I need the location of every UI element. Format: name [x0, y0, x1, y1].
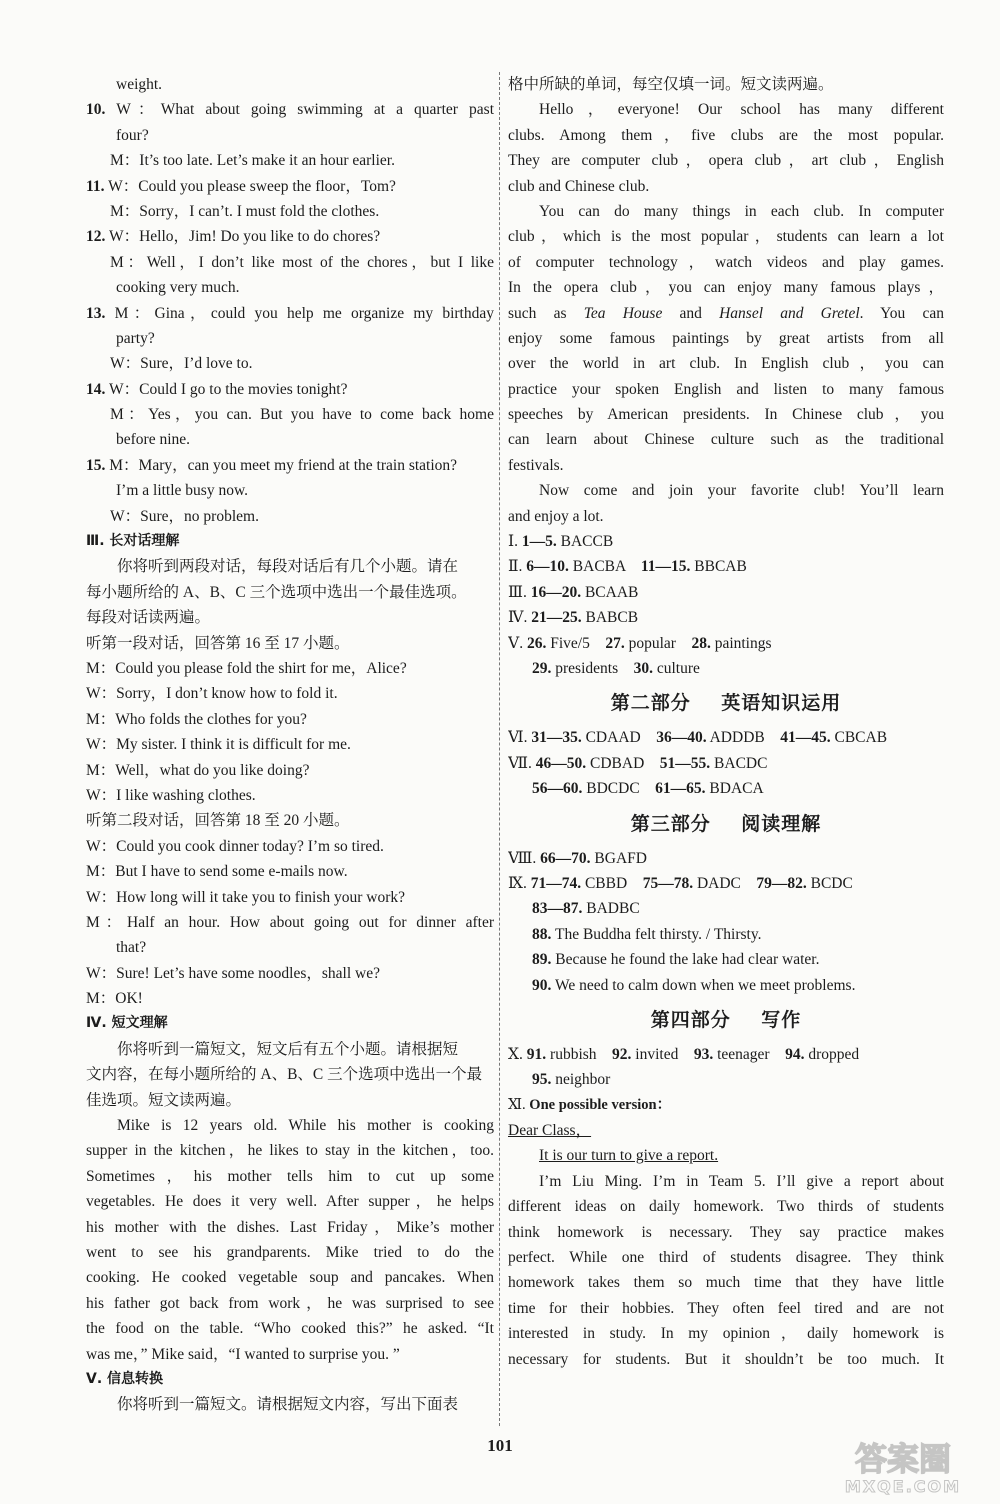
answer-row-ix-cont: [508, 896, 944, 921]
answer-value: paintings: [710, 634, 772, 652]
text-line: cooking very much.: [116, 279, 240, 297]
text-line: W：I like washing clothes.: [86, 786, 256, 804]
essay-line: necessary for students. But it shouldn’t be too much. It: [508, 1350, 944, 1368]
text-line: that?: [116, 939, 147, 957]
item-range: 71—74.: [530, 874, 582, 892]
item-number: 95.: [532, 1071, 552, 1089]
answer-value: BADBC: [582, 900, 640, 918]
answer-value: BACCB: [556, 533, 614, 551]
item-number: 27.: [605, 634, 625, 652]
text-run: . You can: [859, 304, 944, 322]
passage-line: cooking. He cooked vegetable soup and pancakes. When: [86, 1269, 494, 1287]
answer-value: dropped: [804, 1045, 860, 1063]
roman-label: Ⅶ.: [508, 754, 536, 772]
item-range: 21—25.: [531, 609, 582, 627]
text-line: M：But I have to send some e-mails now.: [86, 863, 348, 881]
answer-row-i: [508, 529, 944, 554]
text-run: such as: [508, 304, 584, 322]
text-line: W：What about going swimming at a quarter past: [116, 101, 494, 119]
roman-label: Ⅷ.: [508, 849, 541, 867]
item-number: 91.: [526, 1045, 547, 1063]
section-heading: Ⅳ. 短文理解: [86, 1015, 168, 1032]
answer-value: CDAAD: [581, 729, 657, 747]
watermark-text-top: 答案圈: [854, 1440, 952, 1478]
answer-value: invited: [631, 1045, 694, 1063]
answer-value: neighbor: [551, 1071, 611, 1089]
play-title-hansel-gretel: Hansel and Gretel: [719, 304, 860, 322]
column-divider: [499, 72, 500, 1426]
text-line: M：Half an hour. How about going out for dinner after: [86, 913, 494, 931]
passage-line: club and Chinese club.: [508, 177, 650, 195]
answer-value: teenager: [713, 1045, 786, 1063]
answer-value: Because he found the lake had clear water.: [551, 951, 820, 969]
text-line: M：Well，what do you like doing?: [86, 761, 310, 779]
essay-line: interested in study. In my opinion，daily homework is: [508, 1325, 944, 1343]
dialogue-11: [86, 174, 494, 199]
watermark-logo: [818, 1432, 988, 1498]
dialogue-10: [86, 97, 494, 122]
passage-line: speeches by American presidents. In Chinese club，you: [508, 406, 944, 424]
text-line: W：Sorry，I don’t know how to fold it.: [86, 685, 338, 703]
answer-row-x-cont: [508, 1067, 944, 1092]
text-run: and: [662, 304, 720, 322]
instruction-line: 佳选项。短文读两遍。: [86, 1091, 242, 1109]
passage-line: Hello，everyone! Our school has many different: [539, 101, 944, 119]
essay-line: homework takes them so much time that they have little: [508, 1274, 944, 1292]
item-number: 92.: [612, 1045, 632, 1063]
passage-line: the food on the table. “Who cooked this?” he asked. “It: [86, 1320, 494, 1338]
instruction-line: 每段对话读两遍。: [86, 609, 211, 627]
essay-line: perfect. While one third of students disagree. They think: [508, 1249, 944, 1267]
answer-value: We need to calm down when we meet problems.: [551, 976, 856, 994]
answer-row-vii-cont: [508, 776, 944, 801]
answer-89: [508, 947, 944, 972]
item-number: 89.: [532, 951, 552, 969]
passage-line: his mother with the dishes. Last Friday，Mike’s mother: [86, 1218, 494, 1236]
item-range: 11—15.: [640, 558, 691, 576]
item-range: 41—45.: [780, 729, 831, 747]
answer-row-vi: [508, 725, 944, 750]
item-range: 66—70.: [540, 849, 591, 867]
passage-line: festivals.: [508, 456, 564, 474]
dialogue-13: [86, 301, 494, 326]
dialogue-15: [86, 453, 494, 478]
text-line: W：Sure，I’d love to.: [110, 355, 253, 373]
passage-line: [508, 301, 944, 326]
item-range: 16—20.: [530, 583, 582, 601]
passage-line: went to see his grandparents. Mike tried to do the: [86, 1243, 494, 1261]
answer-value: popular: [624, 634, 692, 652]
text-line: W：Hello，Jim! Do you like to do chores?: [108, 228, 381, 246]
item-range: 56—60.: [532, 780, 583, 798]
item-number: 28.: [691, 634, 711, 652]
answer-value: BDACA: [705, 780, 764, 798]
answer-value: CBBD: [581, 874, 643, 892]
instruction-line: 听第一段对话，回答第 16 至 17 小题。: [86, 634, 350, 652]
item-range: 75—78.: [642, 874, 694, 892]
answer-value: Five/5: [546, 634, 606, 652]
text-line: M：Sorry，I can’t. I must fold the clothes.: [110, 202, 380, 220]
instruction-line: 听第二段对话，回答第 18 至 20 小题。: [86, 812, 350, 830]
text-line: M：It’s too late. Let’s make it an hour earlier.: [110, 152, 395, 170]
item-range: 6—10.: [526, 558, 569, 576]
essay-line: I’m Liu Ming. I’m in Team 5. I’ll give a report about: [539, 1172, 944, 1190]
answer-90: [508, 973, 944, 998]
section-heading: Ⅲ. 长对话理解: [86, 533, 180, 550]
item-number: 14.: [86, 380, 106, 398]
item-number: 11.: [86, 177, 105, 195]
passage-line: and enjoy a lot.: [508, 507, 604, 525]
item-range: 79—82.: [756, 874, 807, 892]
roman-label: Ⅰ.: [508, 533, 522, 551]
roman-label: Ⅹ.: [508, 1045, 527, 1063]
text-line: M：Well，I don’t like most of the chores，but I like: [110, 253, 494, 271]
letter-greeting: Dear Class，: [508, 1122, 592, 1140]
answer-value: BABCB: [581, 609, 639, 627]
passage-line: They are computer club，opera club，art club，English: [508, 152, 944, 170]
item-range: 1—5.: [521, 533, 557, 551]
item-number: 26.: [526, 634, 547, 652]
part-heading: 第三部分 阅读理解: [630, 812, 822, 835]
answer-row-x: [508, 1042, 944, 1067]
answer-value: BACBA: [568, 558, 641, 576]
answer-value: rubbish: [546, 1045, 613, 1063]
text-line: I’m a little busy now.: [116, 482, 249, 500]
item-number: 94.: [785, 1045, 805, 1063]
answer-row-iii: [508, 580, 944, 605]
version-label: One possible version：: [529, 1096, 672, 1113]
answer-value: ADDDB: [706, 729, 781, 747]
answer-value: CBCAB: [830, 729, 888, 747]
answer-value: BCAAB: [581, 583, 639, 601]
answer-row-v-cont: [508, 656, 944, 681]
text-line: weight.: [116, 76, 163, 93]
item-range: 83—87.: [532, 900, 583, 918]
text-line: W：How long will it take you to finish your work?: [86, 888, 405, 906]
answer-row-viii: [508, 846, 944, 871]
item-number: 90.: [532, 976, 552, 994]
essay-line: time for their hobbies. They often feel tired and are not: [508, 1299, 944, 1317]
passage-line: Now come and join your favorite club! You’ll learn: [539, 482, 944, 500]
passage-line: enjoy some famous paintings by great artists from all: [508, 329, 944, 347]
passage-line: can learn about Chinese culture such as the traditional: [508, 431, 944, 449]
answer-value: The Buddha felt thirsty. / Thirsty.: [551, 925, 762, 943]
item-number: 29.: [532, 659, 552, 677]
answer-row-iv: [508, 605, 944, 630]
item-number: 15.: [86, 456, 106, 474]
item-range: 46—50.: [535, 754, 587, 772]
essay-line: different ideas on daily homework. Two thirds of students: [508, 1198, 944, 1216]
answer-value: DADC: [693, 874, 757, 892]
item-range: 61—65.: [655, 780, 706, 798]
text-line: W：Could I go to the movies tonight?: [108, 380, 348, 398]
section-heading: Ⅴ. 信息转换: [86, 1370, 164, 1387]
instruction-line: 你将听到一篇短文。请根据短文内容，写出下面表: [117, 1396, 459, 1414]
answer-row-ii: [508, 554, 944, 579]
passage-line: supper in the kitchen，he likes to stay in the kitchen，too.: [86, 1142, 494, 1160]
text-line: W：Could you please sweep the floor，Tom?: [108, 177, 396, 195]
answer-row-v: [508, 631, 944, 656]
text-line: W：Sure，no problem.: [110, 507, 259, 525]
page-number: 101: [487, 1436, 513, 1455]
part-heading: 第四部分 写作: [650, 1008, 802, 1031]
answer-value: BCDC: [806, 874, 853, 892]
answer-value: CDBAD: [586, 754, 660, 772]
passage-line: Mike is 12 years old. While his mother is cooking: [117, 1117, 494, 1135]
text-line: M：Mary，can you meet my friend at the train station?: [109, 456, 458, 474]
roman-label: Ⅸ.: [508, 874, 531, 892]
dialogue-12: [86, 224, 494, 249]
answer-value: presidents: [551, 659, 634, 677]
text-line: four?: [116, 126, 149, 144]
passage-line: practice your spoken English and listen to many famous: [508, 380, 944, 398]
roman-label: Ⅲ.: [508, 583, 531, 601]
roman-label: Ⅳ.: [508, 609, 532, 627]
answer-value: BDCDC: [582, 780, 656, 798]
roman-label: Ⅱ.: [508, 558, 527, 576]
instruction-line: 你将听到一篇短文，短文后有五个小题。请根据短: [117, 1040, 459, 1058]
instruction-line: 格中所缺的单词，每空仅填一词。短文读两遍。: [508, 76, 834, 93]
answer-row-ix: [508, 871, 944, 896]
right-column: [508, 72, 944, 1372]
play-title-tea-house: Tea House: [583, 304, 663, 322]
answer-row-xi: [508, 1093, 944, 1118]
passage-line: of computer technology，watch videos and play games.: [508, 253, 944, 271]
text-line: M：Who folds the clothes for you?: [86, 710, 307, 728]
item-number: 30.: [633, 659, 653, 677]
answer-88: [508, 922, 944, 947]
text-line: M：Gina，could you help me organize my birthday: [114, 304, 494, 322]
letter-opening: It is our turn to give a report.: [539, 1147, 719, 1165]
instruction-line: 每小题所给的 A、B、C 三个选项中选出一个最佳选项。: [86, 583, 467, 601]
passage-line: club，which is the most popular，students can learn a lot: [508, 228, 944, 246]
dialogue-14: [86, 377, 494, 402]
item-range: 51—55.: [659, 754, 711, 772]
text-line: M：OK!: [86, 990, 143, 1008]
item-number: 10.: [86, 101, 106, 119]
text-line: W：Sure! Let’s have some noodles，shall we?: [86, 964, 380, 982]
answer-value: BGAFD: [590, 849, 647, 867]
item-range: 31—35.: [531, 729, 582, 747]
passage-line: vegetables. He does it very well. After supper，he helps: [86, 1193, 494, 1211]
passage-line: In the opera club，you can enjoy many famous plays，: [508, 279, 944, 297]
answer-row-vii: [508, 751, 944, 776]
part-heading: 第二部分 英语知识运用: [610, 692, 842, 715]
text-line: W：My sister. I think it is difficult for me.: [86, 736, 351, 754]
roman-label: Ⅴ.: [508, 634, 527, 652]
answer-value: BACDC: [710, 754, 768, 772]
item-number: 88.: [532, 925, 552, 943]
passage-line: his father got back from work，he was surprised to see: [86, 1294, 494, 1312]
text-line: before nine.: [116, 431, 191, 449]
essay-line: think homework is necessary. They say practice makes: [508, 1223, 944, 1241]
answer-value: culture: [652, 659, 700, 677]
roman-label: Ⅵ.: [508, 729, 532, 747]
instruction-line: 文内容，在每小题所给的 A、B、C 三个选项中选出一个最: [86, 1066, 483, 1084]
text-line: party?: [116, 329, 155, 347]
left-column: [86, 72, 494, 1418]
item-number: 13.: [86, 304, 106, 322]
text-line: M：Could you please fold the shirt for me，Alice?: [86, 659, 407, 677]
passage-line: was me，” Mike said，“I wanted to surprise you. ”: [86, 1345, 400, 1363]
item-number: 12.: [86, 228, 106, 246]
passage-line: over the world in art club. In English club，you can: [508, 355, 944, 373]
watermark-text-bottom: MXQE.COM: [844, 1477, 962, 1496]
passage-line: You can do many things in each club. In computer: [539, 202, 944, 220]
item-number: 93.: [693, 1045, 714, 1063]
text-line: M：Yes，you can. But you have to come back home: [110, 406, 494, 424]
roman-label: Ⅺ.: [508, 1096, 530, 1113]
passage-line: clubs. Among them，five clubs are the most popular.: [508, 126, 944, 144]
answer-value: BBCAB: [690, 558, 747, 576]
instruction-line: 你将听到两段对话，每段对话后有几个小题。请在: [117, 558, 459, 576]
passage-line: Sometimes，his mother tells him to cut up some: [86, 1167, 494, 1185]
text-line: W：Could you cook dinner today? I’m so tired.: [86, 837, 384, 855]
item-range: 36—40.: [656, 729, 707, 747]
